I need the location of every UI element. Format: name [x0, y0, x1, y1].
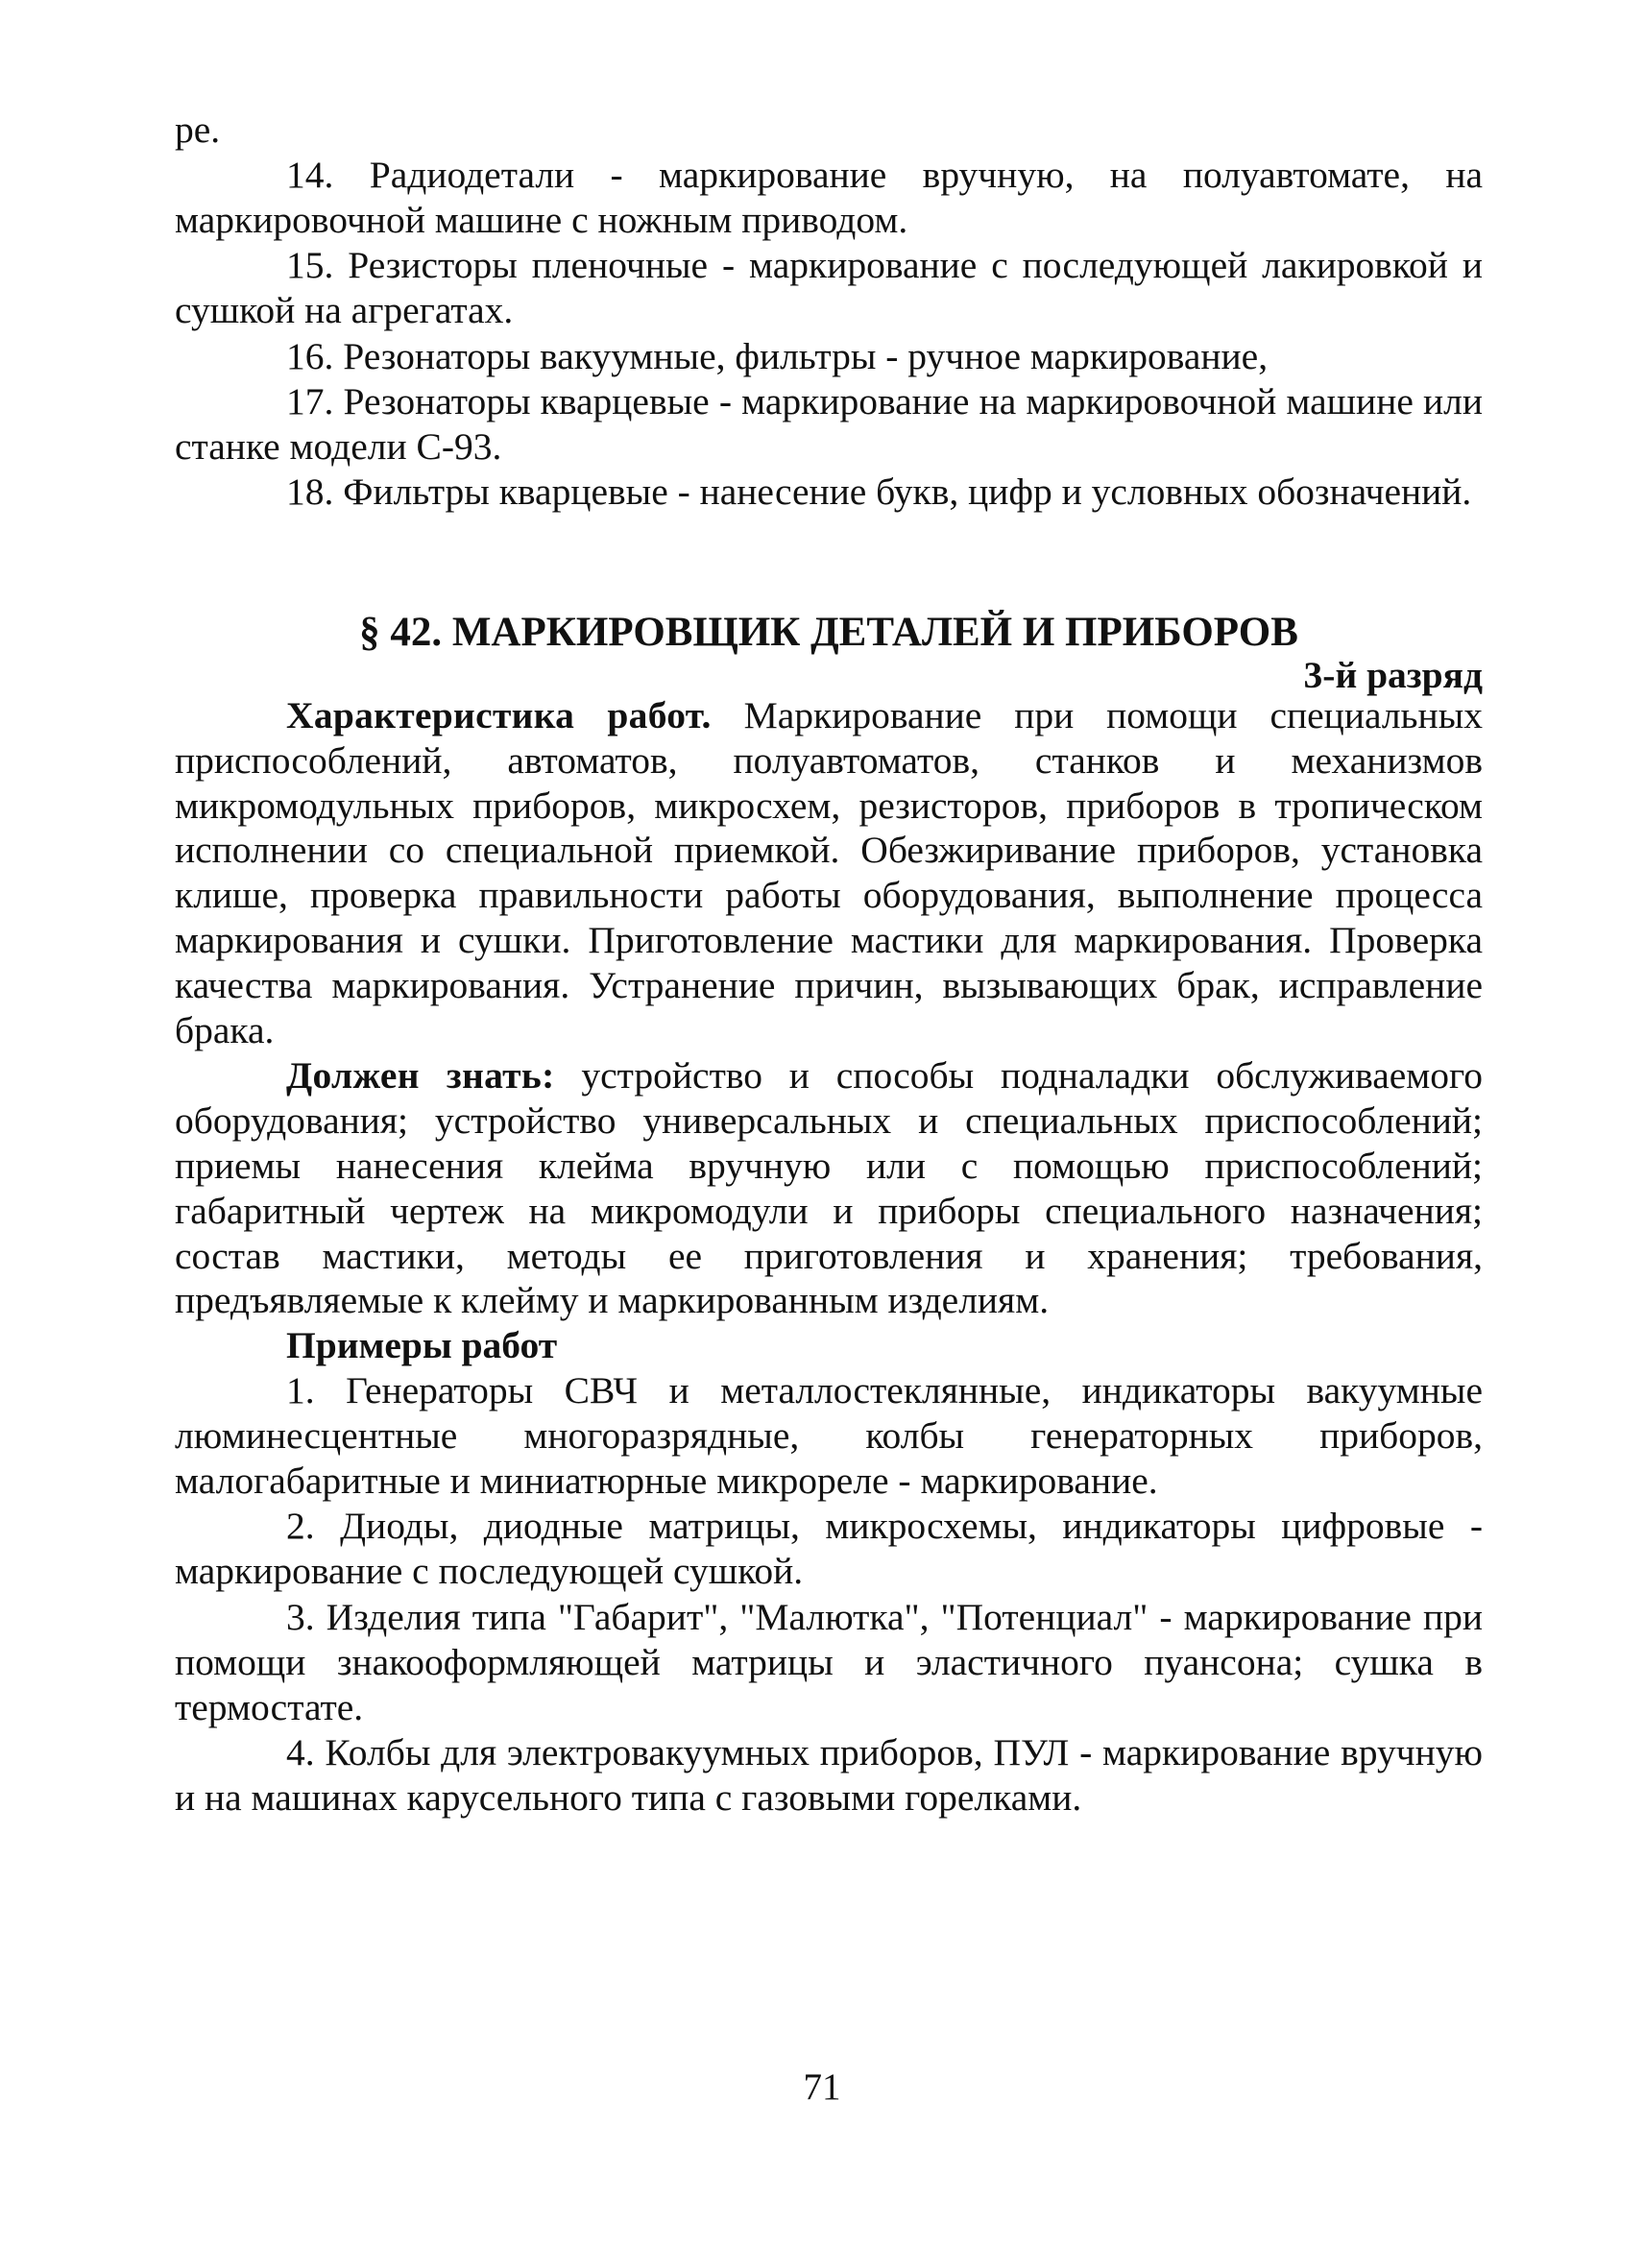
example-item-15: 15. Резисторы пленочные - маркирование с последующей лакировкой и сушкой на агрегатах. — [175, 244, 1483, 332]
continued-examples-list — [175, 108, 1483, 515]
grade-label: 3-й разряд — [1303, 654, 1483, 696]
knowledge-text: устройство и способы подналадки обслуживаемого оборудования; устройство универсальных и специальных приспособлений; приемы нанесения клейма вручную или с помощью приспособлений; габаритный чертеж на микромодули и приборы специального назначения; состав мастики, методы ее приготовления и хранения; требования, предъявляемые к клейму и маркированным изделиям. — [175, 1054, 1483, 1322]
knowledge-label: Должен знать: — [286, 1054, 555, 1098]
characteristics-text: Маркирование при помощи специальных приспособлений, автоматов, полуавтоматов, станков и механизмов микромодульных приборов, микросхем, резисторов, приборов в тропическом исполнении со специальной приемкой. Обезжиривание приборов, установка клише, проверка правильности работы оборудования, выполнение процесса маркирования и сушки. Приготовление мастики для маркирования. Проверка качества маркирования. Устранение причин, вызывающих брак, исправление брака. — [175, 694, 1483, 1051]
characteristics-paragraph — [175, 693, 1483, 1052]
example-item-18: 18. Фильтры кварцевые - нанесение букв, цифр и условных обозначений. — [286, 470, 1472, 514]
example-item-3: 3. Изделия типа "Габарит", "Малютка", "Потенциал" - маркирование при помощи знакооформляющей матрицы и эластичного пуансона; сушка в термостате. — [175, 1595, 1483, 1728]
knowledge-paragraph — [175, 1053, 1483, 1323]
example-item-4: 4. Колбы для электровакуумных приборов, ПУЛ - маркирование вручную и на машинах карусельного типа с газовыми горелками. — [175, 1731, 1483, 1820]
example-item-14: 14. Радиодетали - маркирование вручную, на полуавтомате, на маркировочной машине с ножным приводом. — [175, 153, 1483, 241]
example-item-17: 17. Резонаторы кварцевые - маркирование на маркировочной машине или станке модели С-93. — [175, 379, 1483, 468]
example-item-1: 1. Генераторы СВЧ и металлостеклянные, индикаторы вакуумные люминесцентные многоразрядные, колбы генераторных приборов, малогабаритные и миниатюрные микрореле - маркирование. — [175, 1368, 1483, 1502]
section-body — [175, 693, 1483, 1821]
examples-heading: Примеры работ — [286, 1324, 558, 1367]
page-number: 71 — [803, 2066, 841, 2108]
example-item-2: 2. Диоды, диодные матрицы, микросхемы, индикаторы цифровые - маркирование с последующей сушкой. — [175, 1505, 1483, 1593]
section-title: § 42. МАРКИРОВЩИК ДЕТАЛЕЙ И ПРИБОРОВ — [359, 610, 1298, 655]
continuation-text: ре. — [175, 109, 221, 151]
characteristics-label: Характеристика работ. — [286, 694, 712, 736]
example-item-16: 16. Резонаторы вакуумные, фильтры - ручное маркирование, — [286, 334, 1269, 377]
